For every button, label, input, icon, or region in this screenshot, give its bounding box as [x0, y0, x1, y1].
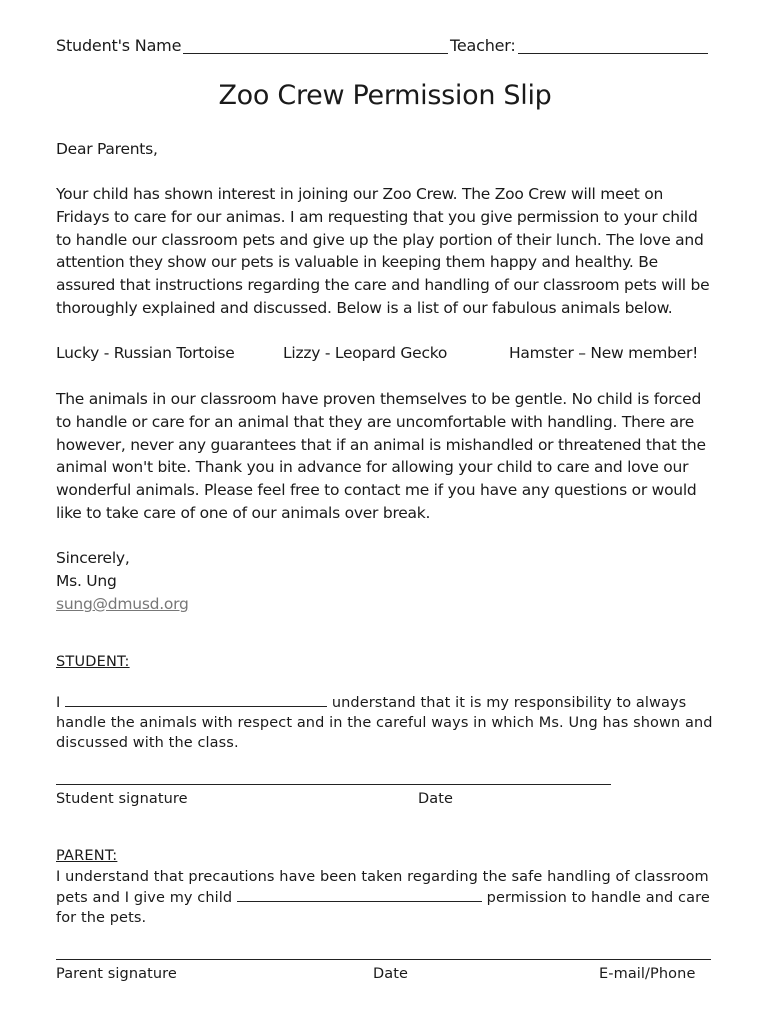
closing-sincerely: Sincerely,: [56, 549, 130, 567]
student-signature-line[interactable]: [56, 784, 611, 785]
parent-consent-text: [56, 867, 716, 928]
student-name-label: Student's Name: [56, 36, 182, 55]
child-name-blank[interactable]: [237, 887, 482, 902]
pledge-prefix: I: [56, 695, 61, 711]
animal-item-hamster: Hamster – New member!: [509, 344, 699, 362]
closing-name: Ms. Ung: [56, 572, 117, 590]
parent-consent-part2: permission to handle and care for the pets.: [56, 890, 710, 926]
parent-section-heading: PARENT:: [56, 848, 118, 864]
student-signature-label: Student signature: [56, 791, 188, 807]
parent-signature-line[interactable]: [56, 959, 711, 960]
student-name-blank[interactable]: [65, 692, 327, 707]
teacher-label: Teacher:: [450, 36, 516, 55]
email-link[interactable]: sung@dmusd.org: [56, 595, 189, 613]
page-title: Zoo Crew Permission Slip: [218, 80, 552, 111]
parent-consent-part1: I understand that precautions have been taken regarding the safe handling of classroom pets and I give my child: [56, 869, 709, 906]
student-name-field[interactable]: [183, 53, 448, 54]
parent-contact-label: E-mail/Phone: [599, 966, 696, 982]
pledge-text: understand that it is my responsibility to always handle the animals with respect and in the careful ways in which Ms. Ung has shown and discussed with the class.: [56, 695, 713, 751]
animal-item-gecko: Lizzy - Leopard Gecko: [283, 344, 448, 362]
intro-paragraph: Your child has shown interest in joining our Zoo Crew. The Zoo Crew will meet on Fridays to care for our animas. I am requesting that you give permission to your child to handle our classroom pets and give up the play portion of their lunch. The love and attention they show our pets is valuable in keeping them happy and healthy. Be assured that instructions regarding the care and handling of our classroom pets will be thoroughly explained and discussed. Below is a list of our fabulous animals below.: [56, 185, 710, 317]
student-section-heading: STUDENT:: [56, 654, 130, 670]
salutation: Dear Parents,: [56, 140, 158, 158]
student-pledge: [56, 692, 716, 753]
teacher-field[interactable]: [518, 53, 708, 54]
parent-signature-label: Parent signature: [56, 966, 177, 982]
student-date-label: Date: [418, 791, 454, 807]
animal-item-tortoise: Lucky - Russian Tortoise: [56, 344, 235, 362]
safety-paragraph: The animals in our classroom have proven themselves to be gentle. No child is forced to handle or care for an animal that they are uncomfortable with handling. There are however, never any guarantees that if an animal is mishandled or threatened that the animal won't bite. Thank you in advance for allowing your child to care and love our wonderful animals. Please feel free to contact me if you have any questions or would like to take care of one of our animals over break.: [56, 390, 706, 522]
parent-date-label: Date: [373, 966, 409, 982]
